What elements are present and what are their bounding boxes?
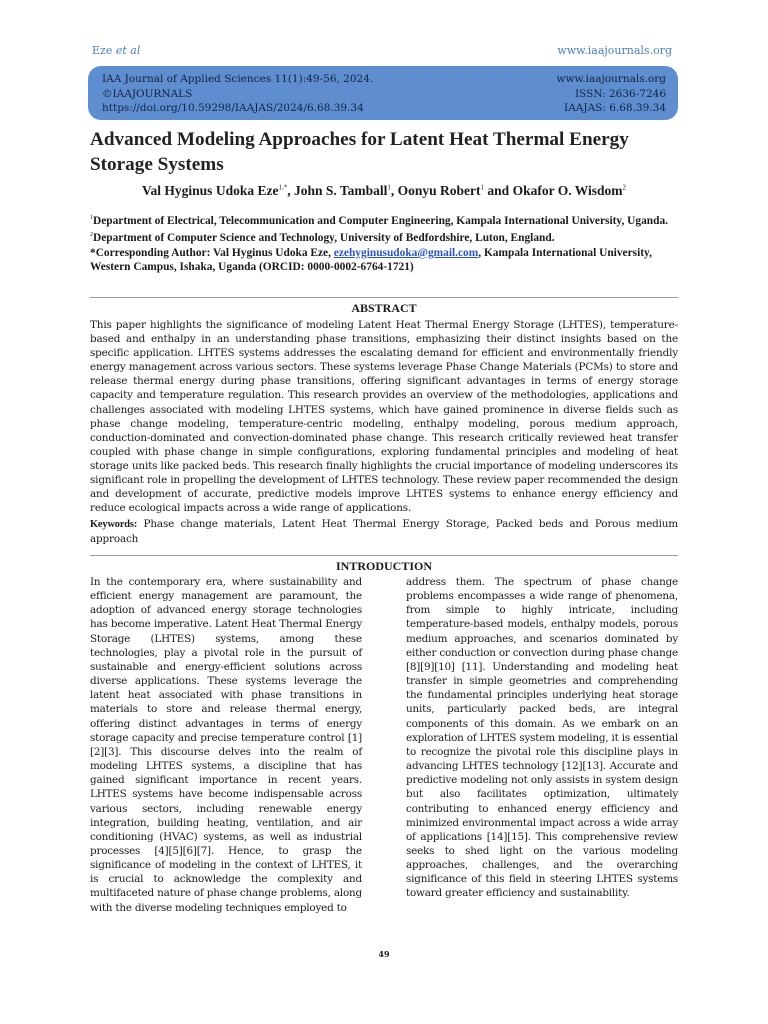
issn: ISSN: 2636-7246 — [574, 87, 666, 100]
keywords-label: Keywords: — [90, 519, 138, 530]
intro-column-right: address them. The spectrum of phase change problems encompasses a wide range of phenomena, from simple to highly intricate, including temperature-based models, enthalpy models, porous medium approaches, and scenarios dominated by either conduction or convection during phase change [8][9][10] [11]. Understanding and modeling heat transfer in simple geometries and comprehending the fundamental principles underlying heat storage units, particularly packed beds, are integral components of this domain. As we embark on an exploration of LHTES system modeling, it is essential to recognize the pivotal role this discipline plays in advancing LHTES technology [12][13]. Accurate and predictive modeling not only assists in system design but also facilitates optimization, ultimately contributing to enhanced energy efficiency and minimized environmental impact across a wide array of applications [14][15]. This comprehensive review seeks to shed light on the various modeling approaches, challenges, and the overarching significance of this field in steering LHTES systems toward greater efficiency and sustainability. — [406, 576, 678, 900]
paper-title: Advanced Modeling Approaches for Latent Heat Thermal Energy Storage Systems — [90, 129, 629, 175]
author: Oonyu Robert$^1$ and — [397, 183, 513, 198]
divider — [90, 555, 678, 556]
doi-link[interactable]: https://doi.org/10.59298/IAAJAS/2024/6.68.39.34 — [102, 102, 364, 114]
affiliation-1: $^1$Department of Electrical, Telecommunication and Computer Engineering, Kampala International University, Uganda. — [90, 214, 669, 227]
author-list — [0, 183, 768, 199]
running-header-website[interactable]: www.iaajournals.org — [557, 44, 672, 57]
journal-banner — [88, 66, 678, 120]
running-header-author: Eze et al — [92, 44, 141, 57]
author: Val Hyginus Udoka Eze$^{1,*}$, — [142, 183, 294, 198]
affiliations — [90, 211, 680, 275]
email-link[interactable]: ezehyginusudoka@gmail.com — [333, 246, 479, 259]
journal-citation: IAA Journal of Applied Sciences 11(1):49-56, 2024. — [102, 73, 374, 85]
intro-column-left: In the contemporary era, where sustainability and efficient energy management are paramount, the adoption of advanced energy storage technologies has become imperative. Latent Heat Thermal Energy Storage (LHTES) systems, among these technologies, play a pivotal role in the pursuit of sustainable and energy-efficient solutions across diverse applications. These systems leverage the latent heat associated with phase transitions in materials to store and release thermal energy, offering distinct advantages in terms of energy storage capacity and precise temperature control [1][2][3]. This discourse delves into the realm of modeling LHTES systems, a discipline that has gained significant importance in recent years. LHTES systems have become indispensable across various sectors, including renewable energy integration, building heating, ventilation, and air conditioning (HVAC) systems, as well as industrial processes [4][5][6][7]. Hence, to grasp the significance of modeling in the context of LHTES, it is crucial to acknowledge the complexity and multifaceted nature of phase change problems, along with the diverse modeling techniques employed to — [90, 576, 362, 914]
author: John S. Tamball$^1$, — [293, 183, 398, 198]
abstract-heading: ABSTRACT — [351, 301, 417, 315]
affiliation-2: $^2$Department of Computer Science and Technology, University of Bedfordshire, Luton, England. — [90, 232, 555, 245]
article-code: IAAJAS: 6.68.39.34 — [564, 102, 666, 114]
running-header — [92, 44, 672, 62]
divider — [90, 297, 678, 298]
author: Okafor O. Wisdom$^2$ — [512, 183, 626, 198]
introduction-heading: INTRODUCTION — [335, 559, 432, 573]
keywords: Keywords: Phase change materials, Latent Heat Thermal Energy Storage, Packed beds and Porous medium approach — [90, 518, 679, 546]
page-number: 49 — [378, 949, 390, 959]
abstract-text: This paper highlights the significance of modeling Latent Heat Thermal Energy Storage (LHTES), temperature-based and enthalpy in an understanding phase transitions, emphasizing their distinct insights based on the specific application. LHTES systems addresses the escalating demand for efficient and environmentally friendly energy management across various sectors. These systems leverage Phase Change Materials (PCMs) to store and release thermal energy during phase transitions, offering significant advantages in terms of energy storage capacity and temperature regulation. This research provides an overview of the methodologies, applications and challenges associated with modeling LHTES systems, which have gained prominence in diverse fields such as phase change modeling, temperature-centric modeling, enthalpy modeling, porous medium approach, conduction-dominated and convection-dominated phase change. This research critically reviewed heat transfer coupled with phase change in simple configurations, exploring fundamental principles and modeling of heat storage units like packed beds. This research finally highlights the crucial importance of modeling underscores its significant role in propelling the development of LHTES technology. These review paper recommended the design and development of accurate, predictive models improve LHTES systems to enhance energy efficiency and reduce ecological impacts across a wide range of applications. — [90, 319, 678, 515]
publisher: ©IAAJOURNALS — [102, 87, 193, 100]
corresponding-author: *Corresponding Author: Val Hyginus Udoka Eze, ezehyginusudoka@gmail.com, Kampala International University, Western Campus, Ishaka, Uganda (ORCID: 0000-0002-6764-1721) — [90, 246, 652, 274]
banner-website[interactable]: www.iaajournals.org — [556, 73, 666, 85]
